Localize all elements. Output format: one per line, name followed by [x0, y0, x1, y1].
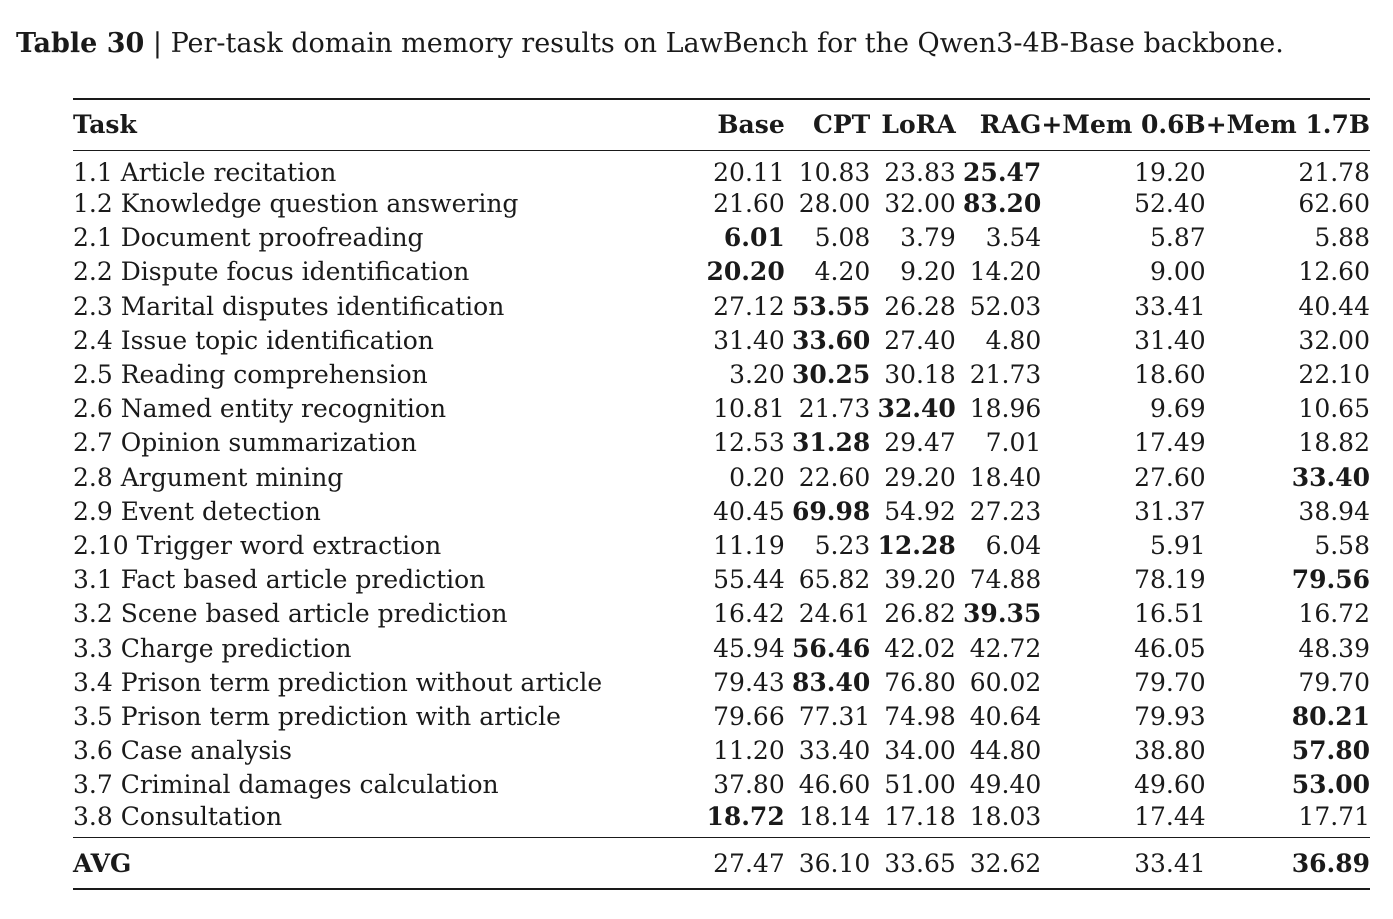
task-name: 2.7 Opinion summarization: [73, 428, 417, 458]
table-row: [73, 802, 1370, 838]
header-cpt: CPT: [785, 99, 871, 150]
score-cell: 18.60: [1134, 360, 1206, 390]
header-rag: RAG: [956, 99, 1042, 150]
score-cell: 14.20: [969, 257, 1042, 287]
score-cell: 10.81: [713, 394, 785, 424]
score-cell: 9.20: [900, 257, 956, 287]
score-cell: 26.82: [884, 599, 956, 629]
score-cell: 42.02: [884, 633, 956, 663]
score-cell: 37.80: [713, 770, 785, 800]
score-cell: 23.83: [884, 157, 956, 187]
score-cell: 49.40: [969, 770, 1042, 800]
score-cell: 52.03: [969, 291, 1042, 321]
score-cell: 52.40: [1134, 189, 1206, 219]
avg-value: 33.41: [1041, 837, 1205, 889]
score-cell: 74.88: [969, 565, 1042, 595]
score-cell: 83.40: [791, 667, 871, 697]
task-name: 3.8 Consultation: [73, 801, 283, 831]
task-name: 2.3 Marital disputes identification: [73, 291, 505, 321]
avg-label: AVG: [73, 837, 706, 889]
score-cell: 78.19: [1134, 565, 1206, 595]
table-row: [73, 528, 1370, 562]
score-cell: 21.60: [713, 189, 785, 219]
score-cell: 20.11: [713, 157, 785, 187]
score-cell: 20.20: [706, 257, 785, 287]
score-cell: 27.12: [713, 291, 785, 321]
table-row: [73, 323, 1370, 357]
score-cell: 32.00: [884, 189, 956, 219]
score-cell: 4.80: [985, 325, 1042, 355]
score-cell: 18.03: [969, 801, 1042, 831]
score-cell: 21.78: [1298, 157, 1370, 187]
score-cell: 32.00: [1298, 325, 1370, 355]
table-row: [73, 631, 1370, 665]
score-cell: 12.60: [1298, 257, 1370, 287]
score-cell: 29.20: [884, 462, 956, 492]
score-cell: 30.25: [791, 360, 871, 390]
score-cell: 25.47: [963, 157, 1042, 187]
table-row: [73, 734, 1370, 768]
score-cell: 49.60: [1134, 770, 1206, 800]
score-cell: 27.40: [884, 325, 956, 355]
score-cell: 16.72: [1298, 599, 1370, 629]
score-cell: 80.21: [1291, 701, 1370, 731]
table-row: [73, 221, 1370, 255]
score-cell: 5.23: [814, 530, 871, 560]
score-cell: 79.70: [1298, 667, 1370, 697]
score-cell: 3.20: [729, 360, 785, 390]
score-cell: 18.72: [706, 801, 785, 831]
score-cell: 48.39: [1298, 633, 1370, 663]
table-row: [73, 665, 1370, 699]
score-cell: 33.41: [1134, 291, 1206, 321]
score-cell: 10.83: [798, 157, 871, 187]
score-cell: 6.04: [985, 530, 1042, 560]
score-cell: 9.00: [1149, 257, 1206, 287]
table-row: [73, 357, 1370, 391]
table-row: [73, 187, 1370, 221]
score-cell: 11.19: [713, 530, 785, 560]
score-cell: 18.14: [798, 801, 871, 831]
table-row: [73, 426, 1370, 460]
score-cell: 4.20: [814, 257, 871, 287]
header-base: Base: [706, 99, 784, 150]
avg-value: 32.62: [956, 837, 1042, 889]
caption-separator: |: [144, 28, 171, 59]
caption-text: Per-task domain memory results on LawBench for the Qwen3-4B-Base backbone.: [170, 28, 1284, 59]
score-cell: 33.40: [798, 736, 871, 766]
score-cell: 79.43: [713, 667, 785, 697]
score-cell: 39.20: [884, 565, 956, 595]
score-cell: 54.92: [884, 496, 956, 526]
score-cell: 29.47: [884, 428, 956, 458]
score-cell: 6.01: [723, 223, 785, 253]
score-cell: 79.93: [1134, 701, 1206, 731]
score-cell: 56.46: [791, 633, 871, 663]
score-cell: 40.45: [713, 496, 785, 526]
score-cell: 27.60: [1134, 462, 1206, 492]
caption-label: Table 30: [16, 28, 145, 59]
task-name: 3.2 Scene based article prediction: [73, 599, 508, 629]
task-name: 2.2 Dispute focus identification: [73, 257, 470, 287]
score-cell: 31.40: [1134, 325, 1206, 355]
table-row: [73, 150, 1370, 187]
task-name: 3.6 Case analysis: [73, 736, 292, 766]
task-name: 2.4 Issue topic identification: [73, 325, 434, 355]
avg-value: 36.10: [785, 837, 871, 889]
score-cell: 38.80: [1134, 736, 1206, 766]
score-cell: 79.66: [713, 701, 785, 731]
score-cell: 79.56: [1291, 565, 1370, 595]
score-cell: 16.51: [1134, 599, 1206, 629]
score-cell: 12.53: [713, 428, 785, 458]
task-name: 3.4 Prison term prediction without article: [73, 667, 603, 697]
score-cell: 42.72: [969, 633, 1042, 663]
score-cell: 74.98: [884, 701, 956, 731]
score-cell: 17.18: [884, 801, 956, 831]
score-cell: 46.05: [1134, 633, 1206, 663]
score-cell: 30.18: [884, 360, 956, 390]
score-cell: 51.00: [884, 770, 956, 800]
score-cell: 26.28: [884, 291, 956, 321]
table-row: [73, 699, 1370, 733]
score-cell: 40.44: [1298, 291, 1370, 321]
score-cell: 18.82: [1298, 428, 1370, 458]
score-cell: 55.44: [713, 565, 785, 595]
score-cell: 60.02: [969, 667, 1042, 697]
table-row: [73, 255, 1370, 289]
score-cell: 65.82: [798, 565, 871, 595]
table-row: [73, 460, 1370, 494]
score-cell: 17.49: [1134, 428, 1206, 458]
score-cell: 5.88: [1314, 223, 1370, 253]
score-cell: 9.69: [1149, 394, 1206, 424]
score-cell: 19.20: [1134, 157, 1206, 187]
table-row: [73, 392, 1370, 426]
avg-row: [73, 837, 1370, 889]
score-cell: 33.40: [1291, 462, 1370, 492]
score-cell: 5.08: [814, 223, 871, 253]
score-cell: 38.94: [1298, 496, 1370, 526]
score-cell: 27.23: [969, 496, 1042, 526]
header-mem-1-7b: +Mem 1.7B: [1206, 99, 1370, 150]
header-row: [73, 99, 1370, 150]
score-cell: 16.42: [713, 599, 785, 629]
score-cell: 45.94: [713, 633, 785, 663]
table-caption: [16, 24, 1284, 64]
task-name: 1.2 Knowledge question answering: [73, 189, 519, 219]
score-cell: 5.58: [1314, 530, 1370, 560]
score-cell: 34.00: [884, 736, 956, 766]
score-cell: 69.98: [791, 496, 871, 526]
header-lora: LoRA: [870, 99, 956, 150]
task-name: 2.5 Reading comprehension: [73, 360, 428, 390]
score-cell: 83.20: [963, 189, 1042, 219]
score-cell: 18.96: [969, 394, 1042, 424]
score-cell: 31.37: [1134, 496, 1206, 526]
task-name: 2.9 Event detection: [73, 496, 321, 526]
score-cell: 53.55: [791, 291, 871, 321]
task-name: 2.8 Argument mining: [73, 462, 344, 492]
score-cell: 17.71: [1298, 801, 1370, 831]
table-row: [73, 494, 1370, 528]
score-cell: 33.60: [791, 325, 871, 355]
score-cell: 32.40: [877, 394, 956, 424]
score-cell: 18.40: [969, 462, 1042, 492]
task-name: 2.10 Trigger word extraction: [73, 530, 442, 560]
score-cell: 0.20: [729, 462, 785, 492]
score-cell: 77.31: [798, 701, 871, 731]
task-name: 3.3 Charge prediction: [73, 633, 352, 663]
score-cell: 3.79: [900, 223, 956, 253]
score-cell: 44.80: [969, 736, 1042, 766]
score-cell: 53.00: [1291, 770, 1370, 800]
task-name: 2.1 Document proofreading: [73, 223, 424, 253]
task-name: 3.5 Prison term prediction with article: [73, 701, 561, 731]
task-name: 3.1 Fact based article prediction: [73, 565, 486, 595]
task-name: 2.6 Named entity recognition: [73, 394, 447, 424]
score-cell: 21.73: [969, 360, 1042, 390]
score-cell: 62.60: [1298, 189, 1370, 219]
score-cell: 3.54: [985, 223, 1042, 253]
table-row: [73, 597, 1370, 631]
score-cell: 24.61: [798, 599, 871, 629]
score-cell: 17.44: [1134, 801, 1206, 831]
score-cell: 46.60: [798, 770, 871, 800]
score-cell: 28.00: [798, 189, 871, 219]
table-row: [73, 768, 1370, 802]
task-name: 3.7 Criminal damages calculation: [73, 770, 499, 800]
table-row: [73, 563, 1370, 597]
score-cell: 21.73: [798, 394, 871, 424]
table-row: [73, 289, 1370, 323]
avg-value: 36.89: [1206, 837, 1370, 889]
score-cell: 22.60: [798, 462, 871, 492]
score-cell: 10.65: [1298, 394, 1370, 424]
score-cell: 7.01: [985, 428, 1042, 458]
avg-value: 33.65: [870, 837, 956, 889]
score-cell: 40.64: [969, 701, 1042, 731]
score-cell: 22.10: [1298, 360, 1370, 390]
avg-value: 27.47: [706, 837, 784, 889]
header-task: Task: [73, 99, 706, 150]
score-cell: 57.80: [1291, 736, 1370, 766]
score-cell: 79.70: [1134, 667, 1206, 697]
score-cell: 31.40: [713, 325, 785, 355]
header-mem-0-6b: +Mem 0.6B: [1041, 99, 1205, 150]
results-table: [73, 98, 1370, 890]
score-cell: 12.28: [877, 530, 956, 560]
score-cell: 31.28: [791, 428, 871, 458]
score-cell: 76.80: [884, 667, 956, 697]
table-body: [73, 150, 1370, 837]
score-cell: 39.35: [963, 599, 1042, 629]
score-cell: 11.20: [713, 736, 785, 766]
score-cell: 5.91: [1149, 530, 1206, 560]
task-name: 1.1 Article recitation: [73, 157, 337, 187]
score-cell: 5.87: [1149, 223, 1206, 253]
